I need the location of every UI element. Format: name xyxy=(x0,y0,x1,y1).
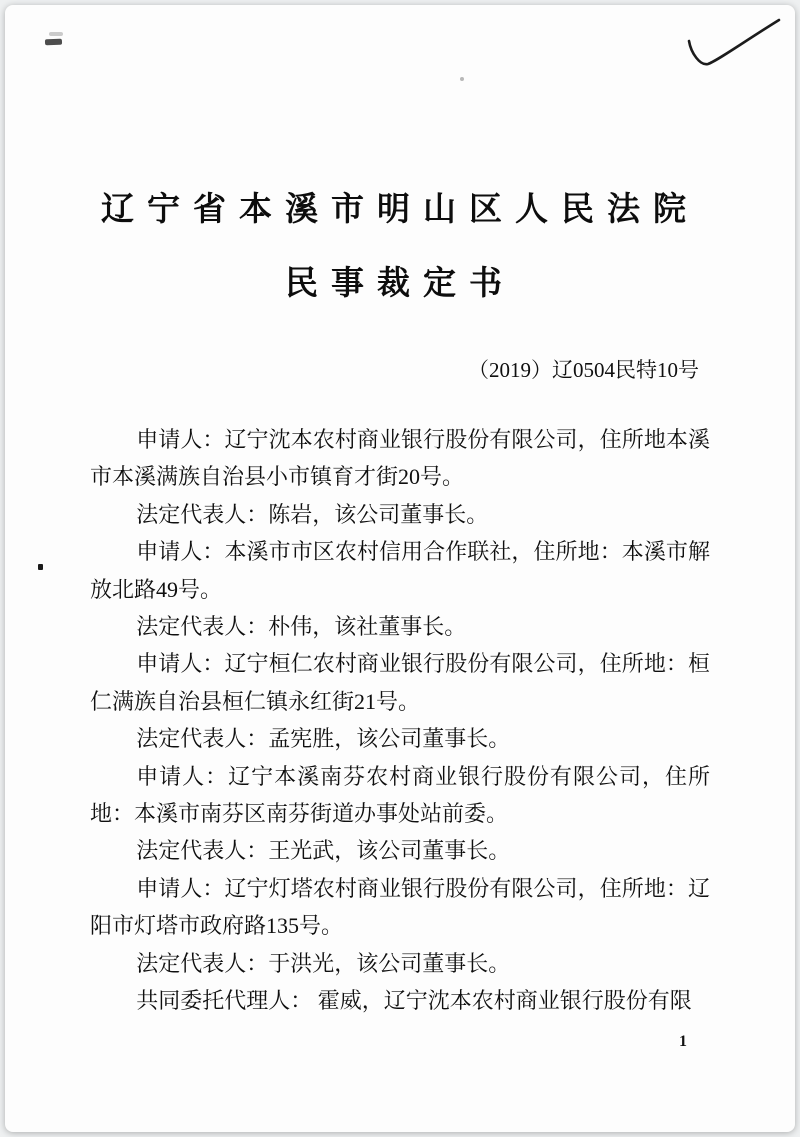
document-paragraph: 法定代表人：朴伟，该社董事长。 xyxy=(136,614,467,640)
document-paragraph: 申请人：本溪市市区农村信用合作联社，住所地：本溪市解放北路49号。 xyxy=(90,539,710,602)
document-paragraph: 申请人：辽宁本溪南芬农村商业银行股份有限公司，住所地：本溪市南芬区南芬街道办事处站前委。 xyxy=(90,763,710,827)
document-paragraph: 申请人：辽宁沈本农村商业银行股份有限公司，住所地本溪市本溪满族自治县小市镇育才街20号。 xyxy=(90,427,710,490)
paper-sheet xyxy=(5,5,795,1132)
scan-artifact-dot xyxy=(38,564,43,570)
page-number: 1 xyxy=(679,1033,687,1050)
document-paragraph: 法定代表人：于洪光，该公司董事长。 xyxy=(136,950,511,976)
document-paragraph: 申请人：辽宁灯塔农村商业银行股份有限公司，住所地：辽阳市灯塔市政府路135号。 xyxy=(90,875,710,939)
case-number: （2019）辽0504民特10号 xyxy=(468,358,699,382)
scan-artifact-smudge-light xyxy=(49,32,63,36)
document-paragraph: 法定代表人：孟宪胜，该公司董事长。 xyxy=(136,726,511,752)
document-paragraph: 法定代表人：陈岩，该公司董事长。 xyxy=(136,501,489,527)
court-name-heading: 辽宁省本溪市明山区人民法院 xyxy=(101,192,699,228)
scan-artifact-dot xyxy=(460,77,464,81)
document-type-heading: 民事裁定书 xyxy=(285,266,515,302)
checkmark-icon xyxy=(683,15,783,77)
document-paragraph: 共同委托代理人： 霍威，辽宁沈本农村商业银行股份有限 xyxy=(136,988,692,1014)
document-paragraph: 法定代表人：王光武，该公司董事长。 xyxy=(136,838,511,864)
document-paragraph: 申请人：辽宁桓仁农村商业银行股份有限公司，住所地：桓仁满族自治县桓仁镇永红街21号。 xyxy=(90,651,710,714)
scan-artifact-smudge xyxy=(45,39,62,46)
document-body xyxy=(90,421,710,1020)
